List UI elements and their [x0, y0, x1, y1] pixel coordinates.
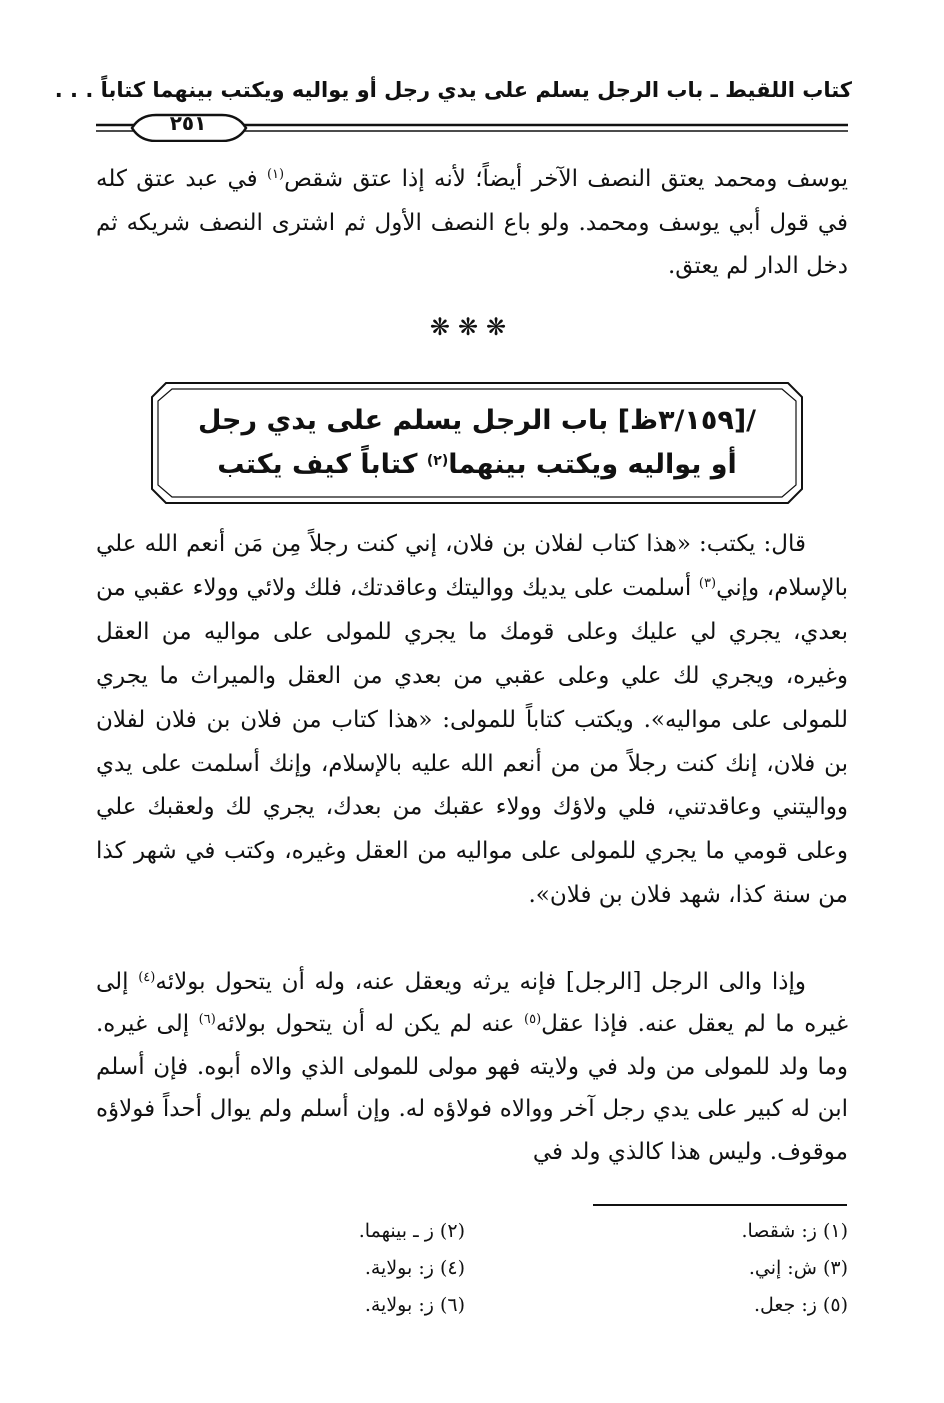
chapter-title-box: [150, 381, 804, 505]
footnote-4: (٤) ز: بولاية.: [364, 1257, 465, 1279]
p3-text-c: عنه لم يكن له أن يتحول بولائه: [215, 1011, 525, 1038]
running-header: كتاب اللقيط ـ باب الرجل يسلم على يدي رجل أو يواليه ويكتب بينهما كتاباً . . .: [54, 78, 852, 102]
footnote-1: (١) ز: شقصا.: [741, 1220, 848, 1242]
p3-text-a: وإذا والى الرجل [الرجل] فإنه يرثه ويعقل عنه، وله أن يتحول بولائه: [155, 969, 806, 995]
footnote-6: (٦) ز: بولاية.: [364, 1294, 465, 1316]
chapter-title-line-1: /[٣/١٥٩ظ] باب الرجل يسلم على يدي رجل: [197, 405, 757, 436]
title-line-2-a: أو يواليه ويكتب بينهما: [448, 449, 737, 480]
paragraph-1: [96, 158, 848, 289]
footnote-5: (٥) ز: جعل.: [753, 1294, 848, 1316]
footnote-ref-4[interactable]: (٤): [138, 970, 156, 985]
footnote-2: (٢) ز ـ بينهما.: [358, 1220, 465, 1242]
footnote-row: [96, 1257, 848, 1294]
footnotes: [96, 1220, 848, 1331]
page-number: ٢٥١: [169, 111, 207, 135]
footnote-row: [96, 1294, 848, 1331]
p2-text-b: أسلمت على يديك وواليتك وعاقدتك، فلك ولائي وولاء عقبي من بعدي، يجري لي عليك وعلى قومك ما يجري للمولى على مواليه من العقل وغيره، ويجري لك علي وعلى عقبي من بعدي من العقل والميراث ما يجري للمولى على مواليه». ويكتب كتاباً للمولى: «هذا كتاب من فلان بن فلان لفلان بن فلان، إنك كنت رجلاً من من أنعم الله عليه بالإسلام، وإنك أسلمت على يدي وواليتني وعاقدتني، فلي ولاؤك وولاء عقبك من بعدك، يجري لك ولعقبك علي وعلى قومي ما يجري للمولى على مواليه من العقل وغيره، وكتب في شهر كذا من سنة كذا، شهد فلان بن فلان».: [96, 574, 848, 909]
footnote-ref-5[interactable]: (٥): [524, 1012, 542, 1028]
chapter-title: [170, 399, 784, 487]
section-separator: ❋❋❋: [429, 313, 515, 341]
chapter-title-line-2: [170, 443, 784, 487]
footnote-ref-1[interactable]: (١): [266, 167, 285, 182]
p2-text-a: قال: يكتب: «هذا كتاب لفلان بن فلان، إني كنت رجلاً مِن مَن أنعم الله علي بالإسلام، وإني: [96, 531, 848, 601]
footnote-ref-6[interactable]: (٦): [198, 1012, 216, 1028]
p1-text-b: في عبد عتق كله في قول أبي يوسف ومحمد. ولو باع النصف الأول ثم اشترى النصف شريكه ثم دخل الدار لم يعتق.: [96, 166, 848, 280]
title-line-2-b: كتاباً كيف يكتب: [217, 449, 427, 480]
footnote-row: [96, 1220, 848, 1257]
footnote-separator: [593, 1204, 847, 1206]
p3-text-d: إلى غيره. وما ولد للمولى من ولد في ولايته فهو مولى للمولى الذي والاه أبوه. فإن أسلم ابن له كبير على يدي رجل آخر ووالاه فولاؤه له. وإن أسلم ولم يوال أحداً فولاؤه موقوف. وليس هذا كالذي ولد في: [96, 1011, 848, 1165]
footnote-ref-2[interactable]: (٢): [426, 453, 449, 469]
paragraph-3: [96, 961, 848, 1173]
p1-text-a: يوسف ومحمد يعتق النصف الآخر أيضاً؛ لأنه إذا عتق شقص: [284, 166, 849, 192]
footnote-3: (٣) ش: إني.: [748, 1257, 848, 1279]
p3-text-b: إلى غيره ما لم يعقل عنه. فإذا عقل: [96, 969, 848, 1038]
paragraph-2: [96, 523, 848, 918]
footnote-ref-3[interactable]: (٣): [698, 575, 717, 591]
